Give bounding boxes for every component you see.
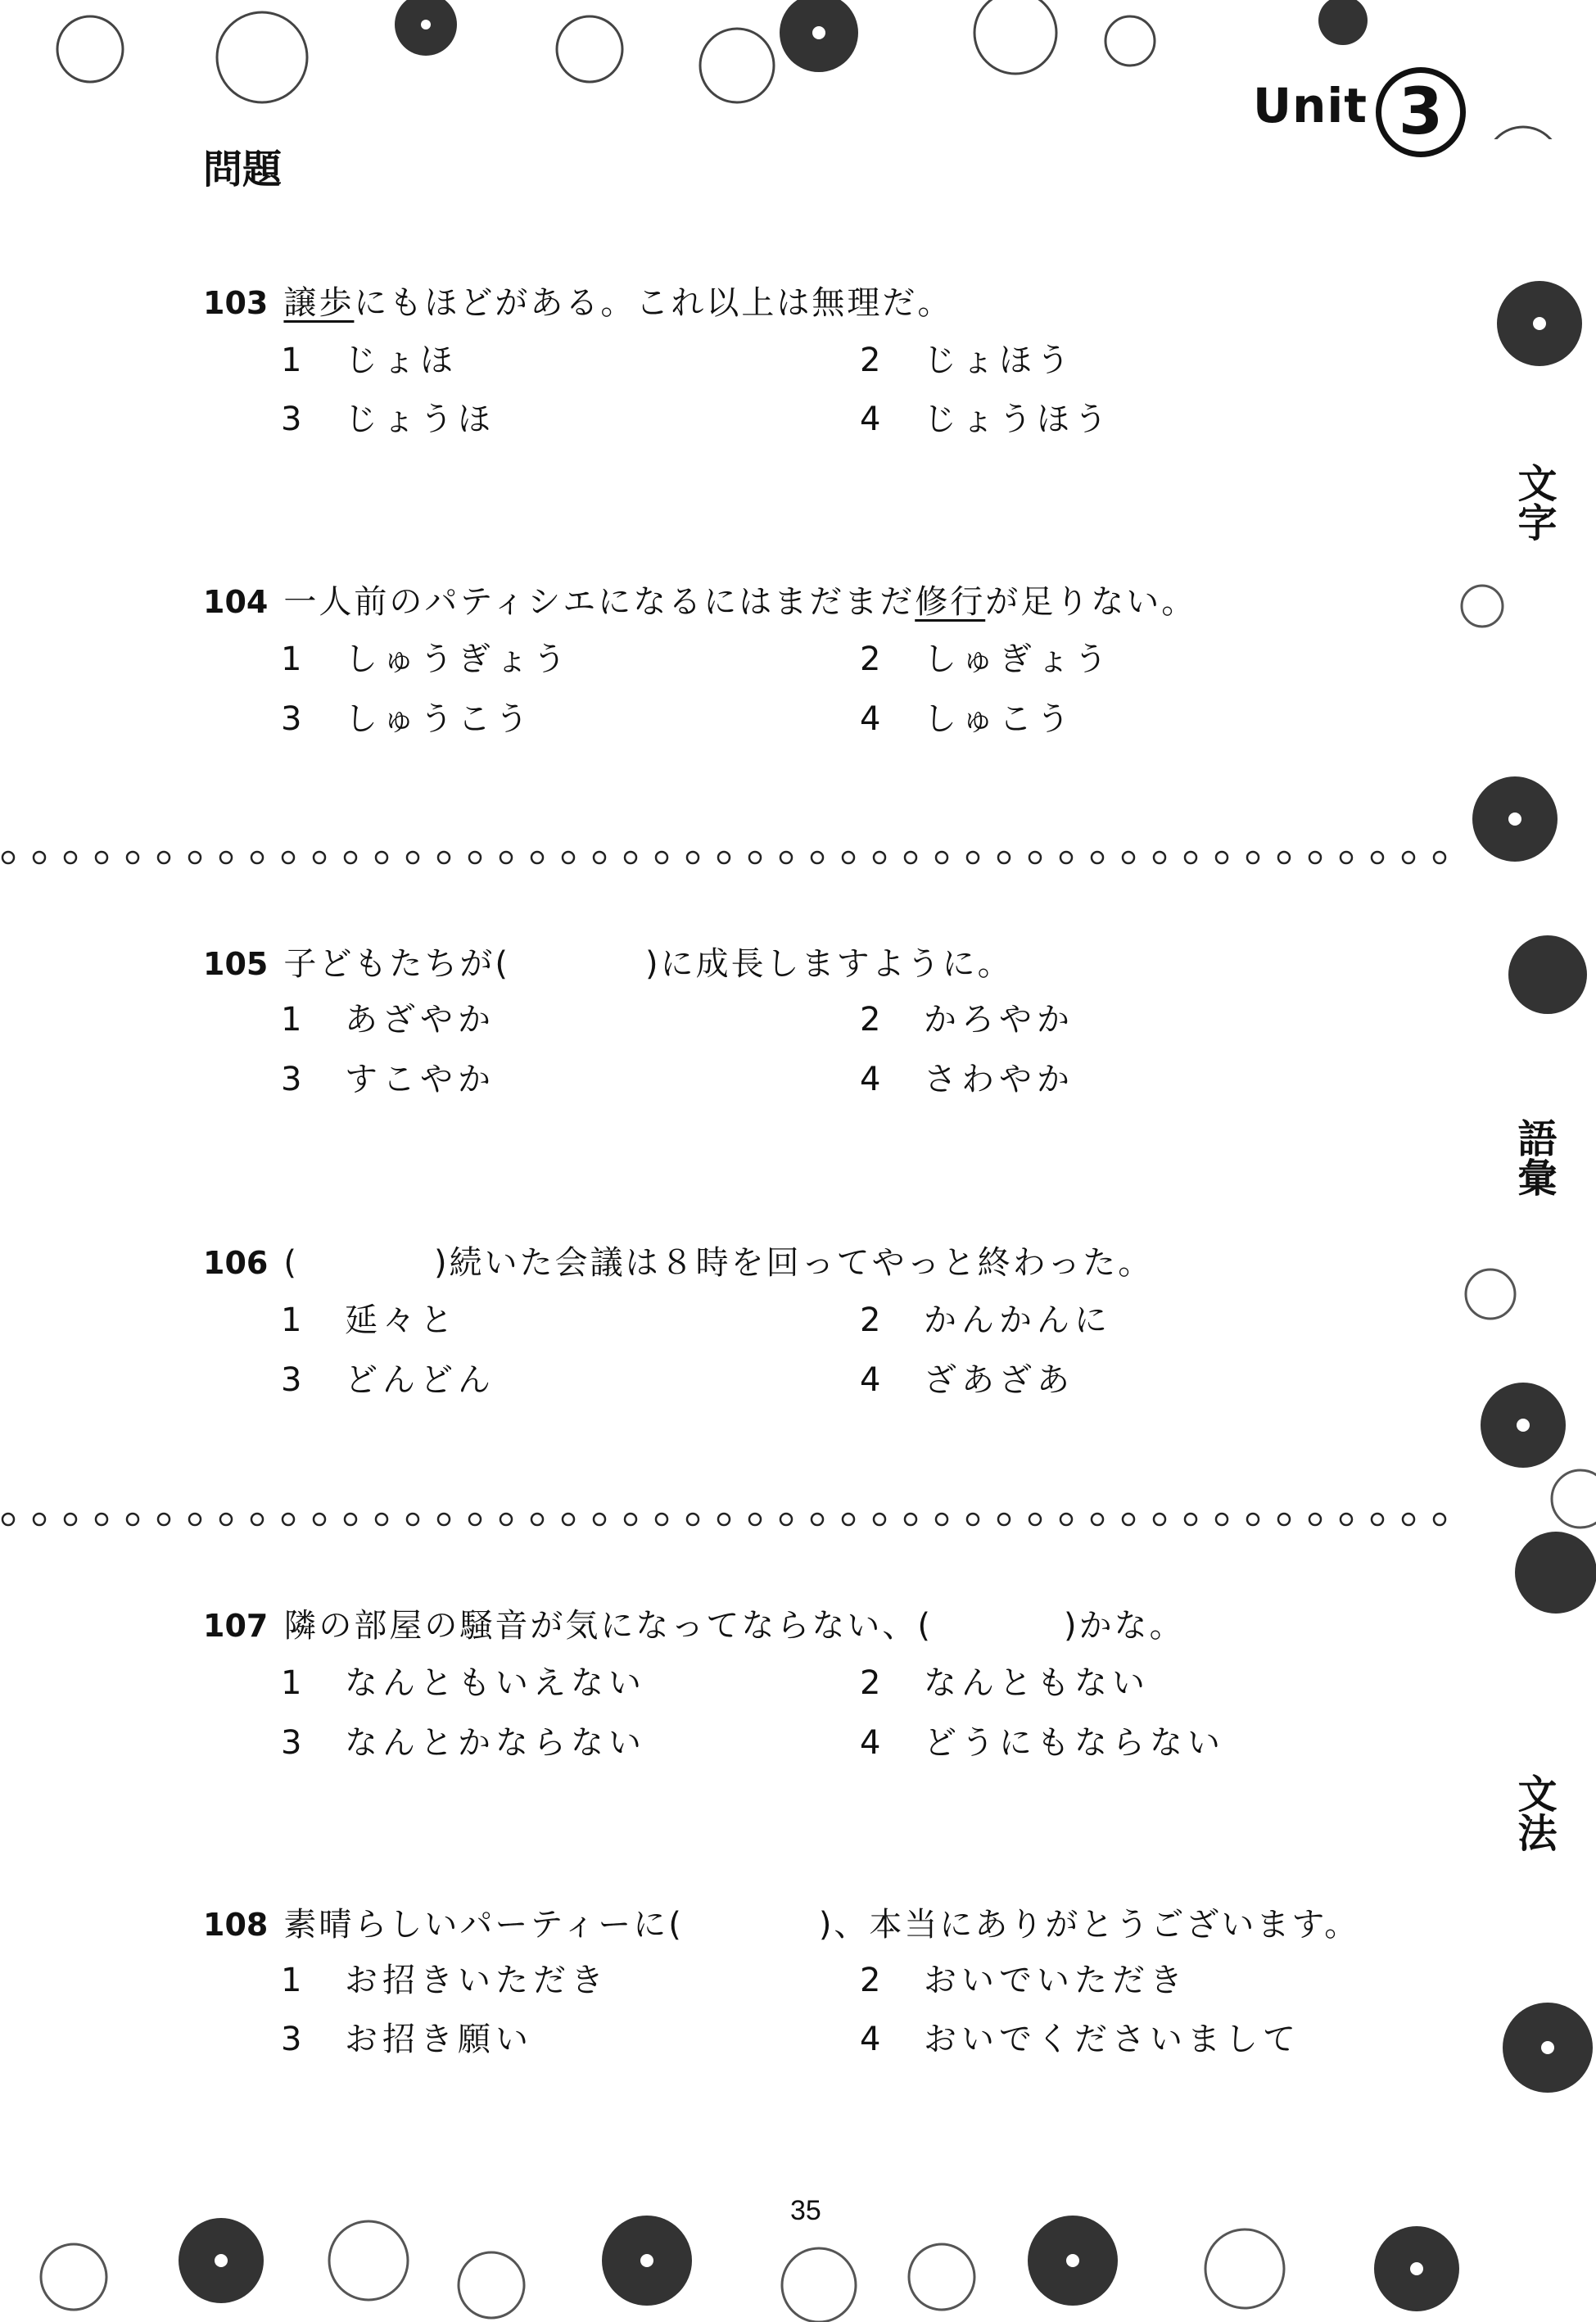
option-text: なんともない <box>924 1664 1150 1702</box>
question-text <box>283 1906 1359 1944</box>
divider-dot <box>376 1514 387 1525</box>
option-text: どんどん <box>345 1361 495 1399</box>
divider-dot <box>874 1514 885 1525</box>
option-number: 1 <box>281 1301 307 1339</box>
option-text: しゅぎょう <box>924 640 1112 678</box>
divider-dot <box>2 1514 14 1525</box>
option-4[interactable] <box>860 1053 1074 1100</box>
divider-dot <box>1029 852 1041 863</box>
question-text-after: が足りない。 <box>985 583 1197 621</box>
divider-dot <box>469 1514 481 1525</box>
unit-number-badge: 3 <box>1376 67 1466 157</box>
option-number: 1 <box>281 1962 307 1999</box>
divider-dot <box>438 852 450 863</box>
divider-dot <box>500 1514 512 1525</box>
divider-dot <box>1060 1514 1072 1525</box>
divider-dot <box>1247 852 1259 863</box>
divider-dot <box>127 1514 138 1525</box>
option-text: しゅうこう <box>345 700 533 738</box>
divider-dot <box>843 1514 854 1525</box>
divider-dot <box>283 852 294 863</box>
option-number: 1 <box>281 640 307 678</box>
divider-dot <box>1092 852 1103 863</box>
option-text: なんともいえない <box>345 1664 646 1702</box>
option-1[interactable] <box>281 633 571 680</box>
side-tab-goi-label: 語彙 <box>1511 1118 1557 1197</box>
option-number: 4 <box>860 1061 886 1098</box>
option-text: かんかんに <box>924 1301 1112 1339</box>
option-4[interactable] <box>860 1717 1225 1763</box>
divider-dot <box>718 852 730 863</box>
divider-dot <box>1185 1514 1196 1525</box>
side-tab-moji <box>1509 463 1558 552</box>
divider-dot <box>687 852 699 863</box>
option-number: 3 <box>281 700 307 738</box>
divider-dot <box>874 852 885 863</box>
divider-dot <box>96 852 107 863</box>
side-tab-goi <box>1509 1118 1558 1207</box>
divider-dot <box>345 852 356 863</box>
option-text: すこやか <box>345 1061 495 1098</box>
divider-dot <box>1185 852 1196 863</box>
divider-dot <box>1123 1514 1134 1525</box>
divider-dot <box>843 852 854 863</box>
option-3[interactable] <box>281 1717 646 1763</box>
option-1[interactable] <box>281 994 495 1040</box>
divider-dot <box>531 1514 543 1525</box>
divider-dot <box>780 1514 792 1525</box>
question-text <box>283 945 1012 983</box>
option-1[interactable] <box>281 334 458 381</box>
question-number: 103 <box>203 285 269 321</box>
option-4[interactable] <box>860 1354 1074 1401</box>
divider-dot <box>563 852 574 863</box>
question-105 <box>203 938 1431 984</box>
option-3[interactable] <box>281 2013 533 2060</box>
divider-dot <box>345 1514 356 1525</box>
option-number: 4 <box>860 2021 886 2058</box>
option-2[interactable] <box>860 633 1112 680</box>
option-2[interactable] <box>860 1657 1150 1704</box>
option-1[interactable] <box>281 1657 646 1704</box>
option-number: 2 <box>860 1962 886 1999</box>
divider-dot <box>1309 1514 1321 1525</box>
divider-dot <box>1372 1514 1383 1525</box>
divider-dot <box>905 852 916 863</box>
question-text-before: ( <box>283 1244 300 1282</box>
option-text: おいでくださいまして <box>924 2021 1300 2058</box>
question-number: 107 <box>203 1608 269 1644</box>
underlined-word: 修行 <box>915 583 986 621</box>
divider-dot <box>189 852 201 863</box>
divider-dot <box>998 1514 1010 1525</box>
option-number: 1 <box>281 342 307 379</box>
divider-dot <box>220 852 232 863</box>
side-tab-bunpou-label: 文法 <box>1511 1773 1557 1852</box>
divider-dot <box>594 852 605 863</box>
underlined-word: 譲歩 <box>283 284 355 322</box>
option-number: 2 <box>860 342 886 379</box>
divider-dot <box>96 1514 107 1525</box>
divider-dot <box>1434 1514 1445 1525</box>
divider-dot <box>469 852 481 863</box>
option-3[interactable] <box>281 393 495 440</box>
dotted-divider <box>0 848 1466 867</box>
question-108 <box>203 1899 1448 1945</box>
divider-dot <box>967 1514 979 1525</box>
question-text <box>283 1607 1184 1645</box>
divider-dot <box>780 852 792 863</box>
question-text-before: 子どもたちが( <box>283 945 511 983</box>
divider-dot <box>1341 852 1352 863</box>
option-text: 延々と <box>345 1301 458 1339</box>
question-text <box>283 284 952 322</box>
question-text-after: )続いた会議は８時を回ってやっと終わった。 <box>434 1244 1154 1282</box>
question-107 <box>203 1600 1431 1646</box>
option-text: しゅうぎょう <box>345 640 571 678</box>
option-number: 2 <box>860 1664 886 1702</box>
page-number: 35 <box>790 2195 821 2226</box>
divider-dot <box>407 1514 418 1525</box>
option-number: 3 <box>281 2021 307 2058</box>
question-number: 106 <box>203 1245 269 1281</box>
option-number: 3 <box>281 401 307 438</box>
divider-dot <box>1123 852 1134 863</box>
question-text-before: 一人前のパティシエになるにはまだまだ <box>283 583 916 621</box>
option-text: じょうほう <box>924 401 1112 438</box>
divider-dot <box>34 1514 45 1525</box>
question-number: 105 <box>203 946 269 982</box>
option-text: さわやか <box>924 1061 1074 1098</box>
divider-dot <box>687 1514 699 1525</box>
divider-dot <box>1154 852 1165 863</box>
option-number: 4 <box>860 401 886 438</box>
option-3[interactable] <box>281 1354 495 1401</box>
divider-dot <box>563 1514 574 1525</box>
divider-dot <box>1092 1514 1103 1525</box>
divider-dot <box>1403 852 1414 863</box>
option-3[interactable] <box>281 1053 495 1100</box>
divider-dot <box>251 852 263 863</box>
option-4[interactable] <box>860 2013 1300 2060</box>
option-text: なんとかならない <box>345 1724 646 1762</box>
divider-dot <box>749 1514 761 1525</box>
option-text: しゅこう <box>924 700 1074 738</box>
divider-dot <box>283 1514 294 1525</box>
dotted-divider <box>0 1510 1466 1529</box>
option-number: 3 <box>281 1061 307 1098</box>
divider-dot <box>936 1514 947 1525</box>
option-2[interactable] <box>860 1294 1112 1341</box>
option-number: 3 <box>281 1361 307 1399</box>
option-4[interactable] <box>860 693 1074 740</box>
divider-dot <box>376 852 387 863</box>
divider-dot <box>718 1514 730 1525</box>
question-text-after: )かな。 <box>1064 1607 1185 1645</box>
divider-dot <box>812 1514 823 1525</box>
divider-dot <box>812 852 823 863</box>
question-number: 108 <box>203 1907 269 1943</box>
question-text <box>283 1244 1153 1282</box>
divider-dot <box>158 1514 170 1525</box>
question-text <box>283 583 1196 621</box>
divider-dot <box>65 852 76 863</box>
option-number: 2 <box>860 1001 886 1039</box>
question-text-after: )、本当にありがとうございます。 <box>818 1906 1360 1944</box>
divider-dot <box>127 852 138 863</box>
question-106 <box>203 1237 1431 1283</box>
side-tab-moji-label: 文字 <box>1511 463 1557 541</box>
option-text: じょほ <box>345 342 458 379</box>
option-number: 1 <box>281 1001 307 1039</box>
divider-dot <box>905 1514 916 1525</box>
option-1[interactable] <box>281 1954 608 2001</box>
section-heading: 問題 <box>203 147 283 192</box>
divider-dot <box>1434 852 1445 863</box>
option-text: お招きいただき <box>345 1962 608 1999</box>
option-2[interactable] <box>860 334 1074 381</box>
option-text: じょほう <box>924 342 1074 379</box>
divider-dot <box>1309 852 1321 863</box>
question-number: 104 <box>203 584 269 620</box>
option-1[interactable] <box>281 1294 458 1341</box>
option-2[interactable] <box>860 1954 1187 2001</box>
divider-dot <box>531 852 543 863</box>
question-text-after: )に成長しますように。 <box>645 945 1013 983</box>
divider-dot <box>625 852 636 863</box>
divider-dot <box>1216 1514 1228 1525</box>
divider-dot <box>936 852 947 863</box>
divider-dot <box>438 1514 450 1525</box>
divider-dot <box>967 852 979 863</box>
divider-dot <box>189 1514 201 1525</box>
option-3[interactable] <box>281 693 533 740</box>
option-text: どうにもならない <box>924 1724 1225 1762</box>
option-number: 3 <box>281 1724 307 1762</box>
divider-dot <box>1372 852 1383 863</box>
divider-dot <box>625 1514 636 1525</box>
divider-dot <box>314 852 325 863</box>
divider-dot <box>251 1514 263 1525</box>
divider-dot <box>1247 1514 1259 1525</box>
option-4[interactable] <box>860 393 1112 440</box>
divider-dot <box>1154 1514 1165 1525</box>
unit-label: Unit <box>1253 78 1368 134</box>
divider-dot <box>65 1514 76 1525</box>
option-number: 4 <box>860 1361 886 1399</box>
divider-dot <box>594 1514 605 1525</box>
divider-dot <box>1216 852 1228 863</box>
option-text: おいでいただき <box>924 1962 1187 1999</box>
question-text-after: にもほどがある。これ以上は無理だ。 <box>354 284 953 322</box>
divider-dot <box>998 852 1010 863</box>
question-103 <box>203 277 1431 324</box>
divider-dot <box>1278 852 1290 863</box>
option-2[interactable] <box>860 994 1074 1040</box>
divider-dot <box>314 1514 325 1525</box>
option-number: 4 <box>860 1724 886 1762</box>
divider-dot <box>1278 1514 1290 1525</box>
divider-dot <box>158 852 170 863</box>
side-tab-bunpou <box>1509 1773 1558 1863</box>
divider-dot <box>749 852 761 863</box>
option-text: あざやか <box>345 1001 495 1039</box>
option-text: お招き願い <box>345 2021 533 2058</box>
divider-dot <box>407 852 418 863</box>
option-number: 1 <box>281 1664 307 1702</box>
question-text-before: 隣の部屋の騒音が気になってならない、( <box>283 1607 934 1645</box>
option-number: 2 <box>860 640 886 678</box>
divider-dot <box>656 852 667 863</box>
divider-dot <box>500 852 512 863</box>
divider-dot <box>34 852 45 863</box>
divider-dot <box>1029 1514 1041 1525</box>
option-number: 4 <box>860 700 886 738</box>
divider-dot <box>2 852 14 863</box>
question-104 <box>203 576 1431 622</box>
divider-dot <box>1341 1514 1352 1525</box>
divider-dot <box>1060 852 1072 863</box>
option-text: ざあざあ <box>924 1361 1074 1399</box>
divider-dot <box>1403 1514 1414 1525</box>
option-text: かろやか <box>924 1001 1074 1039</box>
option-text: じょうほ <box>345 401 495 438</box>
divider-dot <box>656 1514 667 1525</box>
divider-dot <box>220 1514 232 1525</box>
question-text-before: 素晴らしいパーティーに( <box>283 1906 684 1944</box>
option-number: 2 <box>860 1301 886 1339</box>
